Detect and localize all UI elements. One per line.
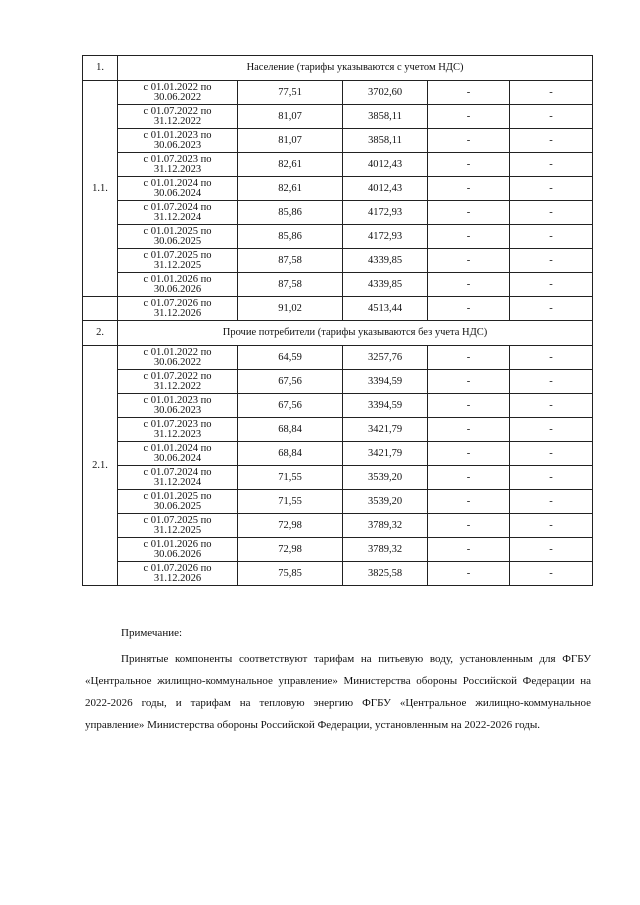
period-cell: с 01.07.2024 по 31.12.2024 xyxy=(118,201,238,225)
value-1-cell: 67,56 xyxy=(238,370,343,394)
note-text: Принятые компоненты соответствуют тарифам на питьевую воду, установленным для ФГБУ «Центральное жилищно-коммунальное управление» Министерства обороны Российской Федерации на 2022-2026 годы, и тарифам на тепловую энергию ФГБУ «Центральное жилищно-коммунальное управление» Министерства обороны Российской Федерации, установленным на 2022-2026 годы. xyxy=(85,653,591,731)
period-cell: с 01.01.2022 по 30.06.2022 xyxy=(118,346,238,370)
value-1-cell: 72,98 xyxy=(238,538,343,562)
period-cell: с 01.07.2026 по 31.12.2026 xyxy=(118,562,238,586)
value-2-cell: 4012,43 xyxy=(343,177,428,201)
period-cell: с 01.01.2023 по 30.06.2023 xyxy=(118,129,238,153)
value-3-cell: - xyxy=(428,225,510,249)
period-cell: с 01.01.2023 по 30.06.2023 xyxy=(118,394,238,418)
period-cell: с 01.07.2023 по 31.12.2023 xyxy=(118,153,238,177)
value-3-cell: - xyxy=(428,273,510,297)
table-row xyxy=(83,514,593,538)
table-row xyxy=(83,346,593,370)
value-3-cell: - xyxy=(428,297,510,321)
value-4-cell: - xyxy=(510,418,593,442)
value-4-cell: - xyxy=(510,153,593,177)
empty-number-cell xyxy=(83,297,118,321)
value-3-cell: - xyxy=(428,177,510,201)
table-row xyxy=(83,490,593,514)
value-1-cell: 81,07 xyxy=(238,105,343,129)
tariff-table xyxy=(82,55,593,586)
value-2-cell: 4513,44 xyxy=(343,297,428,321)
value-4-cell: - xyxy=(510,225,593,249)
value-3-cell: - xyxy=(428,370,510,394)
value-2-cell: 4172,93 xyxy=(343,225,428,249)
value-1-cell: 71,55 xyxy=(238,490,343,514)
value-1-cell: 85,86 xyxy=(238,201,343,225)
section-title: Население (тарифы указываются с учетом НДС) xyxy=(118,56,593,81)
value-4-cell: - xyxy=(510,273,593,297)
table-row xyxy=(83,418,593,442)
table-row xyxy=(83,177,593,201)
period-cell: с 01.07.2024 по 31.12.2024 xyxy=(118,466,238,490)
table-row xyxy=(83,153,593,177)
value-3-cell: - xyxy=(428,105,510,129)
value-1-cell: 72,98 xyxy=(238,514,343,538)
value-2-cell: 3789,32 xyxy=(343,514,428,538)
section-number: 2. xyxy=(83,321,118,346)
value-2-cell: 3539,20 xyxy=(343,466,428,490)
table-row xyxy=(83,225,593,249)
table-row xyxy=(83,129,593,153)
period-cell: с 01.07.2025 по 31.12.2025 xyxy=(118,249,238,273)
value-4-cell: - xyxy=(510,538,593,562)
table-row xyxy=(83,442,593,466)
value-1-cell: 85,86 xyxy=(238,225,343,249)
note-title: Примечание: xyxy=(121,627,183,639)
value-2-cell: 3858,11 xyxy=(343,129,428,153)
group-number: 2.1. xyxy=(83,346,118,586)
tariff-table-body xyxy=(83,56,593,586)
value-4-cell: - xyxy=(510,490,593,514)
value-2-cell: 3825,58 xyxy=(343,562,428,586)
value-4-cell: - xyxy=(510,346,593,370)
value-2-cell: 4012,43 xyxy=(343,153,428,177)
period-cell: с 01.01.2024 по 30.06.2024 xyxy=(118,442,238,466)
period-cell: с 01.01.2026 по 30.06.2026 xyxy=(118,273,238,297)
table-row xyxy=(83,201,593,225)
value-3-cell: - xyxy=(428,562,510,586)
value-2-cell: 4339,85 xyxy=(343,273,428,297)
table-row xyxy=(83,562,593,586)
period-cell: с 01.07.2022 по 31.12.2022 xyxy=(118,370,238,394)
value-4-cell: - xyxy=(510,562,593,586)
value-2-cell: 3539,20 xyxy=(343,490,428,514)
table-row xyxy=(83,297,593,321)
table-row xyxy=(83,394,593,418)
value-4-cell: - xyxy=(510,81,593,105)
value-3-cell: - xyxy=(428,201,510,225)
value-3-cell: - xyxy=(428,514,510,538)
value-4-cell: - xyxy=(510,201,593,225)
value-2-cell: 3421,79 xyxy=(343,418,428,442)
value-3-cell: - xyxy=(428,418,510,442)
section-header-row xyxy=(83,321,593,346)
value-4-cell: - xyxy=(510,466,593,490)
value-3-cell: - xyxy=(428,81,510,105)
value-4-cell: - xyxy=(510,105,593,129)
value-1-cell: 87,58 xyxy=(238,249,343,273)
value-4-cell: - xyxy=(510,297,593,321)
table-row xyxy=(83,249,593,273)
section-header-row xyxy=(83,56,593,81)
table-row xyxy=(83,538,593,562)
value-2-cell: 4339,85 xyxy=(343,249,428,273)
value-1-cell: 91,02 xyxy=(238,297,343,321)
value-4-cell: - xyxy=(510,514,593,538)
value-3-cell: - xyxy=(428,394,510,418)
value-3-cell: - xyxy=(428,346,510,370)
value-1-cell: 82,61 xyxy=(238,177,343,201)
table-row xyxy=(83,81,593,105)
period-cell: с 01.07.2023 по 31.12.2023 xyxy=(118,418,238,442)
period-cell: с 01.01.2025 по 30.06.2025 xyxy=(118,490,238,514)
value-4-cell: - xyxy=(510,249,593,273)
value-3-cell: - xyxy=(428,538,510,562)
value-2-cell: 3858,11 xyxy=(343,105,428,129)
value-2-cell: 3257,76 xyxy=(343,346,428,370)
value-2-cell: 3421,79 xyxy=(343,442,428,466)
value-1-cell: 75,85 xyxy=(238,562,343,586)
period-cell: с 01.01.2024 по 30.06.2024 xyxy=(118,177,238,201)
section-title: Прочие потребители (тарифы указываются без учета НДС) xyxy=(118,321,593,346)
value-3-cell: - xyxy=(428,490,510,514)
value-2-cell: 3394,59 xyxy=(343,370,428,394)
value-2-cell: 3702,60 xyxy=(343,81,428,105)
value-2-cell: 3394,59 xyxy=(343,394,428,418)
value-4-cell: - xyxy=(510,442,593,466)
value-3-cell: - xyxy=(428,442,510,466)
period-cell: с 01.07.2026 по 31.12.2026 xyxy=(118,297,238,321)
value-1-cell: 87,58 xyxy=(238,273,343,297)
value-1-cell: 71,55 xyxy=(238,466,343,490)
value-1-cell: 68,84 xyxy=(238,442,343,466)
value-3-cell: - xyxy=(428,129,510,153)
value-1-cell: 67,56 xyxy=(238,394,343,418)
group-number: 1.1. xyxy=(83,81,118,297)
value-1-cell: 82,61 xyxy=(238,153,343,177)
value-4-cell: - xyxy=(510,394,593,418)
period-cell: с 01.07.2022 по 31.12.2022 xyxy=(118,105,238,129)
value-1-cell: 77,51 xyxy=(238,81,343,105)
value-3-cell: - xyxy=(428,153,510,177)
value-2-cell: 3789,32 xyxy=(343,538,428,562)
table-row xyxy=(83,105,593,129)
value-2-cell: 4172,93 xyxy=(343,201,428,225)
period-cell: с 01.01.2022 по 30.06.2022 xyxy=(118,81,238,105)
value-1-cell: 68,84 xyxy=(238,418,343,442)
value-3-cell: - xyxy=(428,466,510,490)
table-row xyxy=(83,466,593,490)
value-4-cell: - xyxy=(510,370,593,394)
period-cell: с 01.07.2025 по 31.12.2025 xyxy=(118,514,238,538)
value-1-cell: 64,59 xyxy=(238,346,343,370)
table-row xyxy=(83,273,593,297)
table-row xyxy=(83,370,593,394)
value-1-cell: 81,07 xyxy=(238,129,343,153)
period-cell: с 01.01.2026 по 30.06.2026 xyxy=(118,538,238,562)
section-number: 1. xyxy=(83,56,118,81)
period-cell: с 01.01.2025 по 30.06.2025 xyxy=(118,225,238,249)
value-3-cell: - xyxy=(428,249,510,273)
value-4-cell: - xyxy=(510,177,593,201)
value-4-cell: - xyxy=(510,129,593,153)
